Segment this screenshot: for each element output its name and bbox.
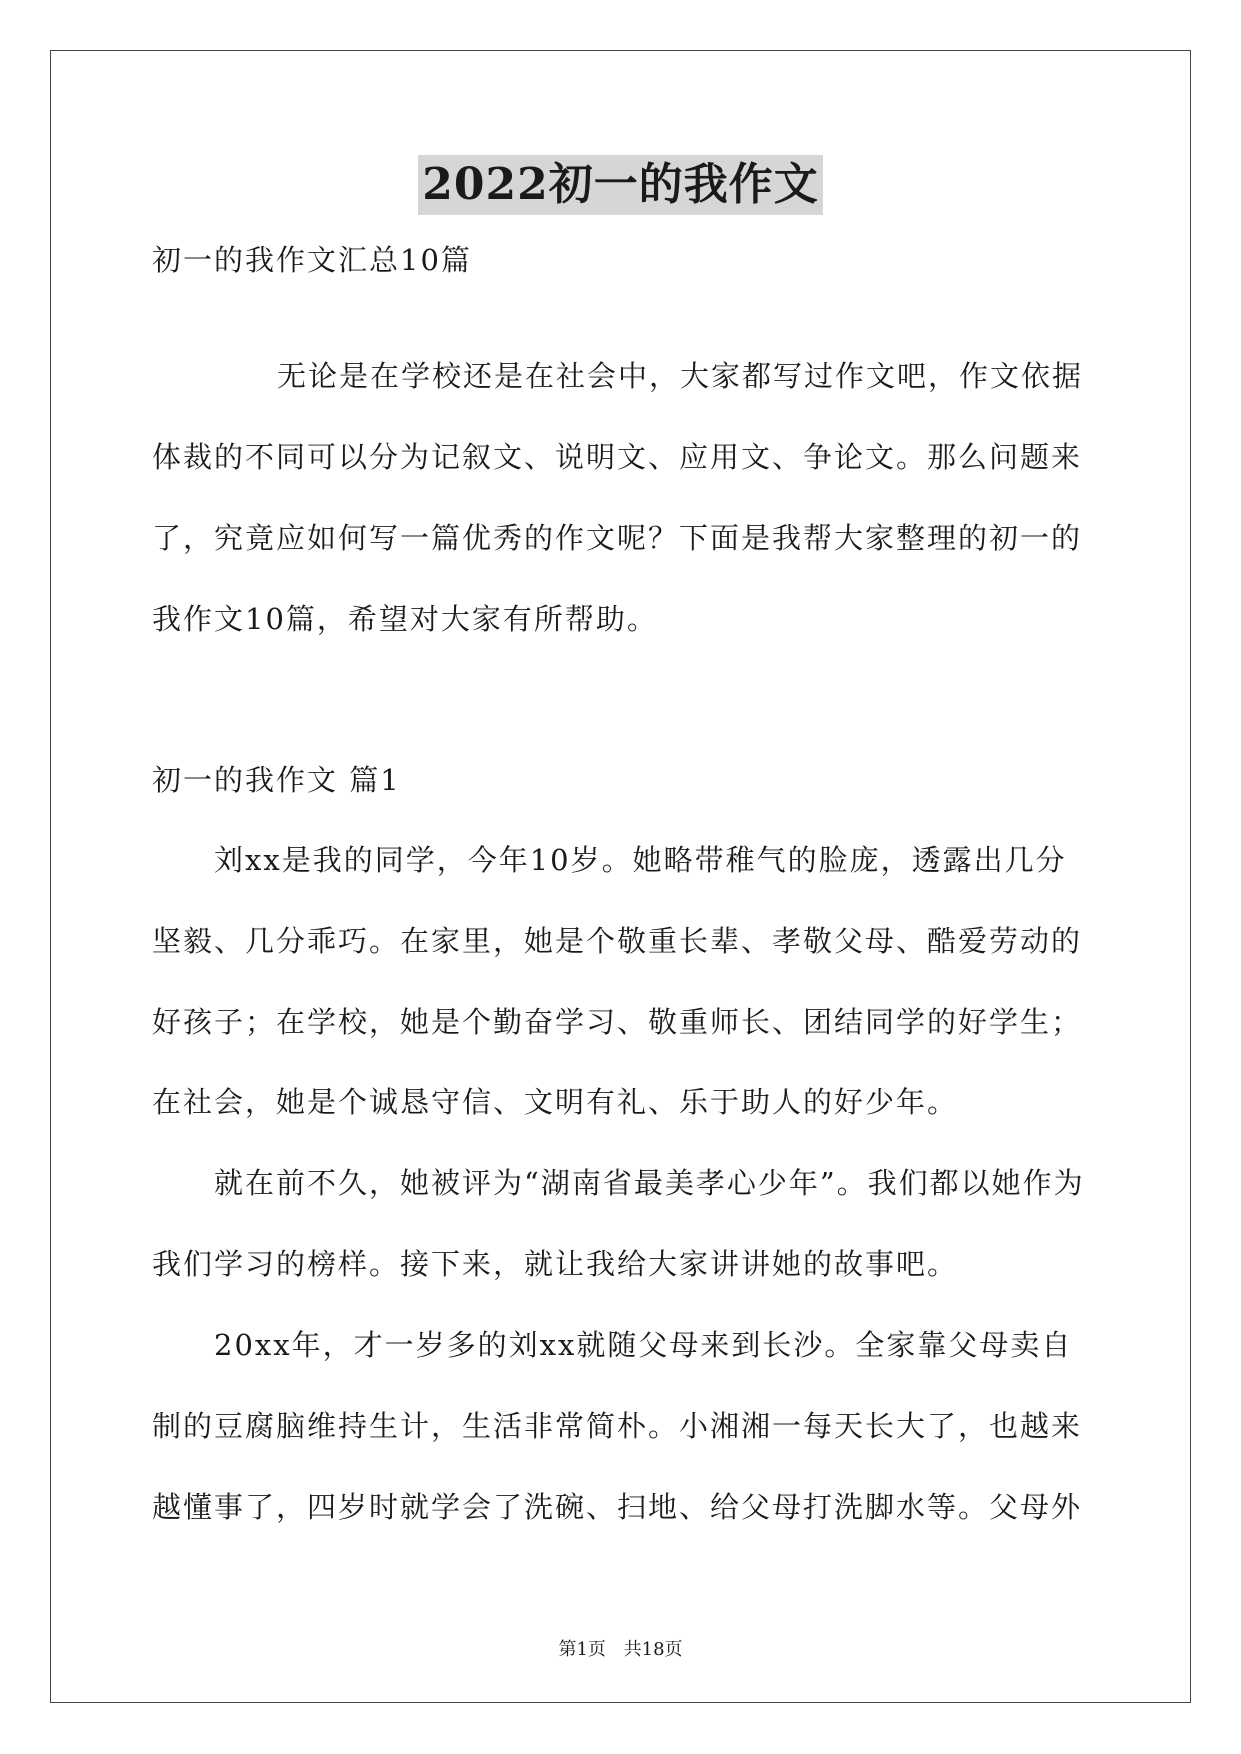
text-line: 初一的我作文 篇1 [152,763,401,797]
text-line: 就在前不久，她被评为“湖南省最美孝心少年”。我们都以她作为 [214,1166,1085,1200]
text-line: 了，究竟应如何写一篇优秀的作文呢？下面是我帮大家整理的初一的 [152,521,1083,555]
document-title: 2022初一的我作文 [418,155,822,215]
text-line: 初一的我作文汇总10篇 [152,243,472,277]
text-line: 我们学习的榜样。接下来，就让我给大家讲讲她的故事吧。 [152,1247,959,1281]
text-line: 在社会，她是个诚恳守信、文明有礼、乐于助人的好少年。 [152,1085,959,1119]
page-number: 第1页 [558,1639,606,1660]
text-line: 好孩子；在学校，她是个勤奋学习、敬重师长、团结同学的好学生； [152,1005,1083,1039]
text-line: 无论是在学校还是在社会中，大家都写过作文吧，作文依据 [277,359,1084,393]
text-line: 制的豆腐脑维持生计，生活非常简朴。小湘湘一每天长大了，也越来 [152,1409,1083,1443]
text-line: 坚毅、几分乖巧。在家里，她是个敬重长辈、孝敬父母、酷爱劳动的 [152,924,1083,958]
title-container [0,155,1241,215]
text-line: 越懂事了，四岁时就学会了洗碗、扫地、给父母打洗脚水等。父母外 [152,1490,1083,1524]
text-line: 我作文10篇，希望对大家有所帮助。 [152,602,658,636]
text-line: 体裁的不同可以分为记叙文、说明文、应用文、争论文。那么问题来 [152,440,1083,474]
page-total: 共18页 [623,1639,683,1660]
text-line: 20xx年，才一岁多的刘xx就随父母来到长沙。全家靠父母卖自 [214,1328,1073,1362]
text-line: 刘xx是我的同学，今年10岁。她略带稚气的脸庞，透露出几分 [214,843,1067,877]
page-footer [0,1635,1241,1661]
